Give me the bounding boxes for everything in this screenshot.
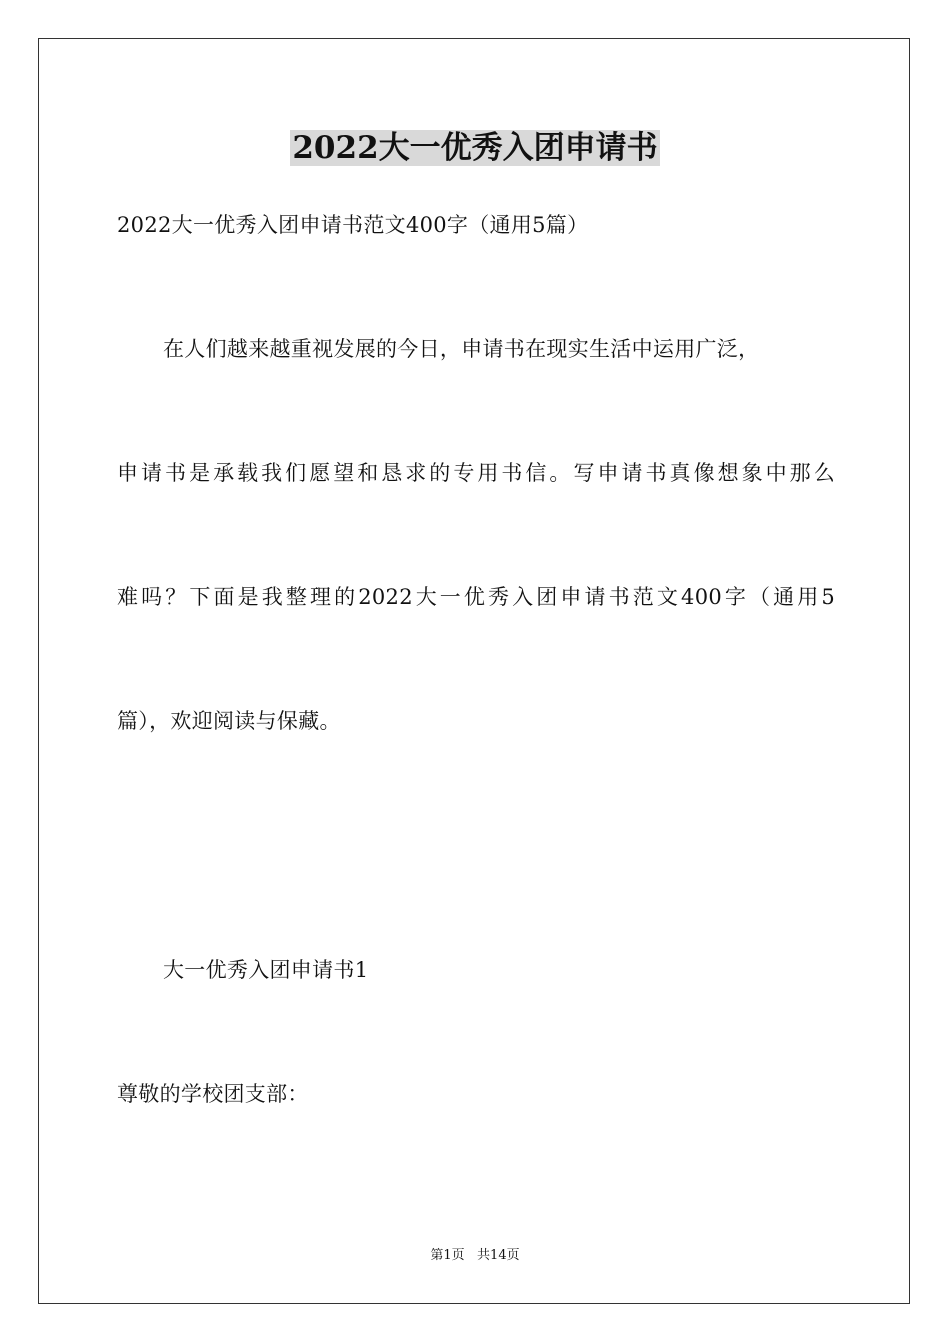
document-title <box>0 126 950 170</box>
intro-line-4: 篇），欢迎阅读与保藏。 <box>117 709 341 733</box>
document-subtitle: 2022大一优秀入团申请书范文400字（通用5篇） <box>117 213 589 237</box>
salutation: 尊敬的学校团支部： <box>117 1082 309 1106</box>
page-footer: 第1页 共14页 <box>430 1248 520 1263</box>
intro-line-1: 在人们越来越重视发展的今日，申请书在现实生活中运用广泛， <box>163 337 760 361</box>
intro-line-3: 难吗？下面是我整理的2022大一优秀入团申请书范文400字（通用5 <box>117 585 835 609</box>
section-heading: 大一优秀入团申请书1 <box>163 958 369 982</box>
intro-line-2: 申请书是承载我们愿望和恳求的专用书信。写申请书真像想象中那么 <box>117 461 835 485</box>
document-title-text: 2022大一优秀入团申请书 <box>292 130 658 166</box>
